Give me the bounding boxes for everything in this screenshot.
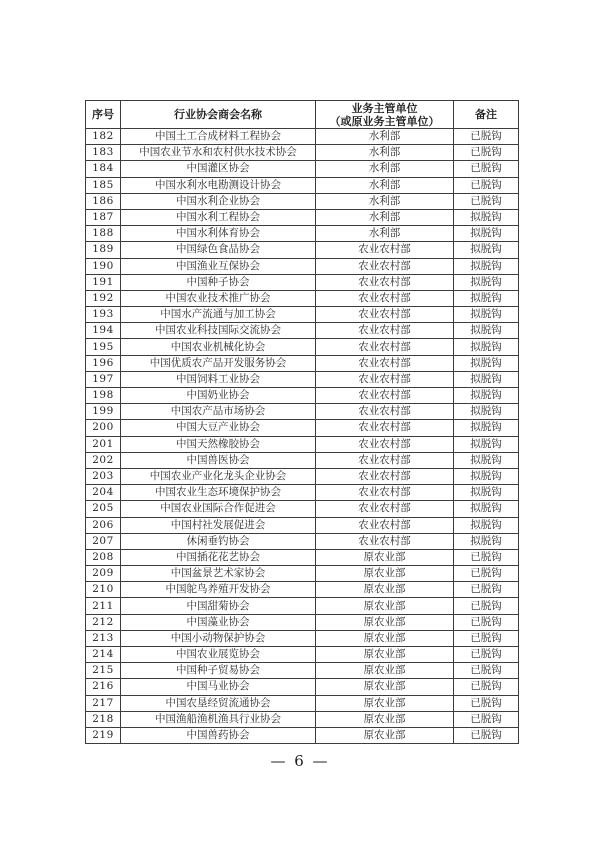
supervisory-unit-cell: 农业农村部 [316, 468, 454, 484]
header-supervisory-unit-line2: （或原业务主管单位） [329, 114, 440, 128]
table-row [86, 711, 519, 727]
table-body [86, 129, 519, 744]
table-row [86, 129, 519, 145]
association-name-cell: 中国插花花艺协会 [121, 549, 316, 565]
serial-cell: 207 [86, 533, 121, 549]
note-cell: 已脱钩 [454, 598, 519, 614]
table-row [86, 145, 519, 161]
association-name-cell: 中国大豆产业协会 [121, 420, 316, 436]
association-name-cell: 中国水产流通与加工协会 [121, 307, 316, 323]
table-row [86, 339, 519, 355]
association-name-cell: 中国村社发展促进会 [121, 517, 316, 533]
association-name-cell: 中国优质农产品开发服务协会 [121, 355, 316, 371]
table-row [86, 727, 519, 743]
supervisory-unit-cell: 农业农村部 [316, 436, 454, 452]
table-row [86, 452, 519, 468]
supervisory-unit-cell: 原农业部 [316, 663, 454, 679]
note-cell: 拟脱钩 [454, 404, 519, 420]
supervisory-unit-cell: 原农业部 [316, 630, 454, 646]
serial-cell: 184 [86, 161, 121, 177]
note-cell: 已脱钩 [454, 663, 519, 679]
serial-cell: 219 [86, 727, 121, 743]
association-name-cell: 中国鸵鸟养殖开发协会 [121, 582, 316, 598]
supervisory-unit-cell: 原农业部 [316, 711, 454, 727]
table-row [86, 177, 519, 193]
association-name-cell: 中国水利企业协会 [121, 193, 316, 209]
association-name-cell: 中国农业节水和农村供水技术协会 [121, 145, 316, 161]
note-cell: 拟脱钩 [454, 226, 519, 242]
table-row [86, 258, 519, 274]
serial-cell: 186 [86, 193, 121, 209]
header-note: 备注 [454, 101, 519, 129]
association-name-cell: 中国农业机械化协会 [121, 339, 316, 355]
note-cell: 拟脱钩 [454, 307, 519, 323]
supervisory-unit-cell: 农业农村部 [316, 533, 454, 549]
association-name-cell: 中国渔业互保协会 [121, 258, 316, 274]
note-cell: 已脱钩 [454, 727, 519, 743]
note-cell: 拟脱钩 [454, 290, 519, 306]
page-number: — 6 — [270, 752, 330, 770]
supervisory-unit-cell: 水利部 [316, 145, 454, 161]
supervisory-unit-cell: 农业农村部 [316, 485, 454, 501]
supervisory-unit-cell: 原农业部 [316, 614, 454, 630]
association-name-cell: 中国水利体育协会 [121, 226, 316, 242]
supervisory-unit-cell: 水利部 [316, 161, 454, 177]
supervisory-unit-cell: 农业农村部 [316, 517, 454, 533]
table-row [86, 485, 519, 501]
table-row [86, 566, 519, 582]
table-row [86, 436, 519, 452]
table-header-row [86, 101, 519, 129]
serial-cell: 197 [86, 371, 121, 387]
association-name-cell: 中国农业科技国际交流协会 [121, 323, 316, 339]
table-row [86, 598, 519, 614]
supervisory-unit-cell: 农业农村部 [316, 371, 454, 387]
note-cell: 已脱钩 [454, 145, 519, 161]
supervisory-unit-cell: 原农业部 [316, 695, 454, 711]
note-cell: 拟脱钩 [454, 436, 519, 452]
supervisory-unit-cell: 水利部 [316, 177, 454, 193]
association-name-cell: 中国农垦经贸流通协会 [121, 695, 316, 711]
association-name-cell: 中国农业技术推广协会 [121, 290, 316, 306]
serial-cell: 190 [86, 258, 121, 274]
supervisory-unit-cell: 原农业部 [316, 647, 454, 663]
serial-cell: 218 [86, 711, 121, 727]
serial-cell: 198 [86, 388, 121, 404]
supervisory-unit-cell: 农业农村部 [316, 501, 454, 517]
note-cell: 拟脱钩 [454, 468, 519, 484]
note-cell: 拟脱钩 [454, 258, 519, 274]
note-cell: 拟脱钩 [454, 420, 519, 436]
serial-cell: 204 [86, 485, 121, 501]
note-cell: 已脱钩 [454, 129, 519, 145]
note-cell: 已脱钩 [454, 549, 519, 565]
association-name-cell: 中国农产品市场协会 [121, 404, 316, 420]
note-cell: 已脱钩 [454, 614, 519, 630]
supervisory-unit-cell: 农业农村部 [316, 388, 454, 404]
supervisory-unit-cell: 原农业部 [316, 598, 454, 614]
note-cell: 已脱钩 [454, 582, 519, 598]
note-cell: 拟脱钩 [454, 485, 519, 501]
association-name-cell: 中国种子贸易协会 [121, 663, 316, 679]
table-row [86, 274, 519, 290]
serial-cell: 195 [86, 339, 121, 355]
supervisory-unit-cell: 原农业部 [316, 582, 454, 598]
association-name-cell: 中国农业国际合作促进会 [121, 501, 316, 517]
note-cell: 已脱钩 [454, 566, 519, 582]
serial-cell: 209 [86, 566, 121, 582]
table-row [86, 679, 519, 695]
association-name-cell: 中国农业展览协会 [121, 647, 316, 663]
association-name-cell: 中国天然橡胶协会 [121, 436, 316, 452]
serial-cell: 206 [86, 517, 121, 533]
serial-cell: 191 [86, 274, 121, 290]
table-row [86, 388, 519, 404]
association-name-cell: 中国水利水电勘测设计协会 [121, 177, 316, 193]
supervisory-unit-cell: 原农业部 [316, 727, 454, 743]
note-cell: 拟脱钩 [454, 501, 519, 517]
serial-cell: 208 [86, 549, 121, 565]
table-row [86, 161, 519, 177]
note-cell: 已脱钩 [454, 679, 519, 695]
association-name-cell: 中国种子协会 [121, 274, 316, 290]
note-cell: 拟脱钩 [454, 533, 519, 549]
supervisory-unit-cell: 水利部 [316, 129, 454, 145]
serial-cell: 202 [86, 452, 121, 468]
table-row [86, 517, 519, 533]
note-cell: 已脱钩 [454, 711, 519, 727]
association-name-cell: 中国兽医协会 [121, 452, 316, 468]
serial-cell: 182 [86, 129, 121, 145]
association-name-cell: 中国小动物保护协会 [121, 630, 316, 646]
table-row [86, 582, 519, 598]
supervisory-unit-cell: 原农业部 [316, 679, 454, 695]
serial-cell: 201 [86, 436, 121, 452]
serial-cell: 215 [86, 663, 121, 679]
serial-cell: 183 [86, 145, 121, 161]
serial-cell: 188 [86, 226, 121, 242]
supervisory-unit-cell: 农业农村部 [316, 274, 454, 290]
supervisory-unit-cell: 水利部 [316, 209, 454, 225]
supervisory-unit-cell: 农业农村部 [316, 339, 454, 355]
header-association-name: 行业协会商会名称 [121, 101, 316, 129]
supervisory-unit-cell: 农业农村部 [316, 420, 454, 436]
association-name-cell: 中国土工合成材料工程协会 [121, 129, 316, 145]
note-cell: 拟脱钩 [454, 355, 519, 371]
association-name-cell: 中国奶业协会 [121, 388, 316, 404]
serial-cell: 187 [86, 209, 121, 225]
supervisory-unit-cell: 水利部 [316, 193, 454, 209]
table-row [86, 501, 519, 517]
supervisory-unit-cell: 农业农村部 [316, 242, 454, 258]
header-serial: 序号 [86, 101, 121, 129]
note-cell: 拟脱钩 [454, 323, 519, 339]
association-name-cell: 中国甜菊协会 [121, 598, 316, 614]
table-row [86, 355, 519, 371]
serial-cell: 196 [86, 355, 121, 371]
note-cell: 拟脱钩 [454, 452, 519, 468]
supervisory-unit-cell: 原农业部 [316, 566, 454, 582]
note-cell: 拟脱钩 [454, 242, 519, 258]
serial-cell: 212 [86, 614, 121, 630]
serial-cell: 214 [86, 647, 121, 663]
association-name-cell: 中国藻业协会 [121, 614, 316, 630]
serial-cell: 213 [86, 630, 121, 646]
table-row [86, 193, 519, 209]
association-name-cell: 中国兽药协会 [121, 727, 316, 743]
serial-cell: 189 [86, 242, 121, 258]
table-row [86, 549, 519, 565]
table-row [86, 420, 519, 436]
serial-cell: 194 [86, 323, 121, 339]
supervisory-unit-cell: 农业农村部 [316, 258, 454, 274]
supervisory-unit-cell: 原农业部 [316, 549, 454, 565]
note-cell: 已脱钩 [454, 647, 519, 663]
serial-cell: 210 [86, 582, 121, 598]
note-cell: 已脱钩 [454, 695, 519, 711]
serial-cell: 216 [86, 679, 121, 695]
association-name-cell: 休闲垂钓协会 [121, 533, 316, 549]
supervisory-unit-cell: 水利部 [316, 226, 454, 242]
serial-cell: 205 [86, 501, 121, 517]
note-cell: 已脱钩 [454, 193, 519, 209]
note-cell: 已脱钩 [454, 177, 519, 193]
association-name-cell: 中国马业协会 [121, 679, 316, 695]
note-cell: 拟脱钩 [454, 371, 519, 387]
table-row [86, 307, 519, 323]
note-cell: 拟脱钩 [454, 339, 519, 355]
serial-cell: 217 [86, 695, 121, 711]
table-row [86, 404, 519, 420]
supervisory-unit-cell: 农业农村部 [316, 404, 454, 420]
table-row [86, 323, 519, 339]
table-row [86, 663, 519, 679]
serial-cell: 199 [86, 404, 121, 420]
table-row [86, 630, 519, 646]
table-row [86, 468, 519, 484]
note-cell: 拟脱钩 [454, 517, 519, 533]
association-name-cell: 中国盆景艺术家协会 [121, 566, 316, 582]
note-cell: 已脱钩 [454, 161, 519, 177]
association-name-cell: 中国农业产业化龙头企业协会 [121, 468, 316, 484]
note-cell: 已脱钩 [454, 630, 519, 646]
serial-cell: 193 [86, 307, 121, 323]
supervisory-unit-cell: 农业农村部 [316, 355, 454, 371]
supervisory-unit-cell: 农业农村部 [316, 307, 454, 323]
table-row [86, 614, 519, 630]
table-row [86, 242, 519, 258]
association-name-cell: 中国渔船渔机渔具行业协会 [121, 711, 316, 727]
header-supervisory-unit-line1: 业务主管单位 [351, 101, 418, 115]
note-cell: 拟脱钩 [454, 274, 519, 290]
serial-cell: 203 [86, 468, 121, 484]
association-name-cell: 中国水利工程协会 [121, 209, 316, 225]
note-cell: 拟脱钩 [454, 388, 519, 404]
table-row [86, 695, 519, 711]
supervisory-unit-cell: 农业农村部 [316, 290, 454, 306]
table-row [86, 647, 519, 663]
serial-cell: 211 [86, 598, 121, 614]
table-row [86, 290, 519, 306]
supervisory-unit-cell: 农业农村部 [316, 323, 454, 339]
association-name-cell: 中国绿色食品协会 [121, 242, 316, 258]
serial-cell: 185 [86, 177, 121, 193]
table-row [86, 209, 519, 225]
serial-cell: 200 [86, 420, 121, 436]
table-row [86, 226, 519, 242]
table-row [86, 371, 519, 387]
note-cell: 拟脱钩 [454, 209, 519, 225]
association-name-cell: 中国农业生态环境保护协会 [121, 485, 316, 501]
table-row [86, 533, 519, 549]
association-name-cell: 中国饲料工业协会 [121, 371, 316, 387]
association-name-cell: 中国灌区协会 [121, 161, 316, 177]
association-table [85, 100, 519, 744]
supervisory-unit-cell: 农业农村部 [316, 452, 454, 468]
header-supervisory-unit [316, 101, 454, 129]
serial-cell: 192 [86, 290, 121, 306]
